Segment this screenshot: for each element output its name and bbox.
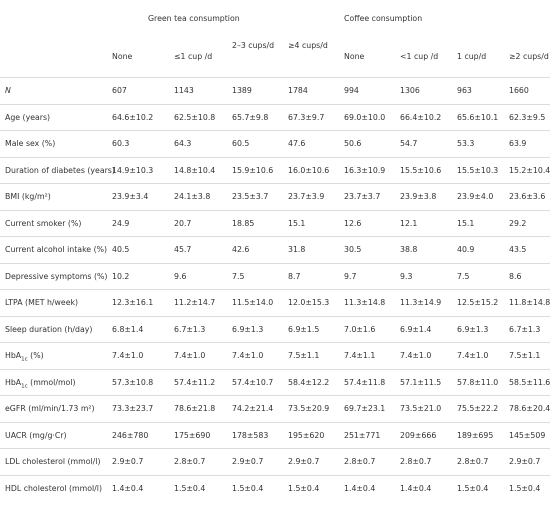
table-cell: 6.8±1.4 [112, 324, 144, 334]
table-cell: 1.5±0.4 [232, 483, 264, 493]
table-cell: 47.6 [288, 139, 306, 148]
table-cell: 2.8±0.7 [344, 457, 376, 466]
table-cell: 2.9±0.7 [112, 457, 144, 466]
row-label: N [5, 86, 11, 95]
column-header-row [0, 40, 550, 70]
table-cell: 15.1 [457, 218, 475, 228]
table-row [0, 210, 550, 238]
column-header: ≤1 cup /d [174, 52, 213, 61]
table-cell: 2.8±0.7 [174, 457, 206, 466]
table-row [0, 422, 550, 450]
table-cell: 251±771 [344, 430, 381, 440]
table-cell: 64.6±10.2 [112, 112, 154, 122]
table-cell: 1784 [288, 86, 308, 95]
table-cell: 1660 [509, 86, 529, 95]
table-cell: 24.1±3.8 [174, 192, 211, 201]
row-label: eGFR (ml/min/1.73 m²) [5, 404, 95, 413]
row-label: UACR (mg/g·Cr) [5, 430, 67, 440]
table-cell: 2.8±0.7 [400, 457, 432, 466]
table-cell: 11.8±14.8 [509, 298, 550, 307]
table-cell: 607 [112, 86, 127, 95]
row-label: Current smoker (%) [5, 218, 82, 228]
table-cell: 7.4±1.0 [457, 351, 489, 360]
row-label: Duration of diabetes (years) [5, 165, 115, 175]
table-cell: 45.7 [174, 245, 192, 254]
table-cell: 1389 [232, 86, 252, 95]
table-cell: 1.5±0.4 [174, 483, 206, 493]
table-cell: 67.3±9.7 [288, 112, 325, 122]
table-cell: 23.9±4.0 [457, 192, 494, 201]
row-label: LTPA (MET h/week) [5, 298, 79, 307]
table-cell: 31.8 [288, 245, 306, 254]
table-cell: 1.4±0.4 [112, 483, 144, 493]
table-cell: 12.5±15.2 [457, 298, 499, 307]
table-cell: 58.4±12.2 [288, 377, 330, 387]
table-row [0, 236, 550, 264]
table-cell: 6.9±1.5 [288, 324, 320, 334]
table-cell: 6.9±1.3 [457, 324, 489, 334]
table-cell: 73.5±21.0 [400, 404, 442, 413]
table-cell: 57.4±11.2 [174, 377, 216, 387]
table-cell: 2.9±0.7 [509, 457, 541, 466]
table-row [0, 130, 550, 158]
table-cell: 57.3±10.8 [112, 377, 154, 387]
table-cell: 23.9±3.4 [112, 192, 149, 201]
table-cell: 62.3±9.5 [509, 112, 546, 122]
table-row [0, 77, 550, 105]
table-cell: 60.3 [112, 139, 130, 148]
table-cell: 15.5±10.3 [457, 165, 499, 175]
table-cell: 30.5 [344, 245, 362, 254]
table-row [0, 395, 550, 423]
table-cell: 11.3±14.8 [344, 298, 386, 307]
table-cell: 66.4±10.2 [400, 112, 442, 122]
table-cell: 7.4±1.0 [174, 351, 206, 360]
table-cell: 1.5±0.4 [288, 483, 320, 493]
table-row [0, 475, 550, 503]
table-cell: 23.5±3.7 [232, 192, 269, 201]
row-label: Current alcohol intake (%) [5, 245, 108, 254]
table-cell: 14.8±10.4 [174, 165, 216, 175]
column-header: <1 cup /d [400, 52, 439, 61]
table-cell: 2.8±0.7 [457, 457, 489, 466]
row-label: LDL cholesterol (mmol/l) [5, 457, 101, 466]
table-cell: 9.3 [400, 271, 413, 281]
table-cell: 62.5±10.8 [174, 112, 216, 122]
table-row [0, 104, 550, 132]
table-cell: 175±690 [174, 430, 211, 440]
table-cell: 24.9 [112, 218, 130, 228]
table-cell: 994 [344, 86, 359, 95]
table-cell: 7.4±1.0 [400, 351, 432, 360]
table-row [0, 342, 550, 370]
table-cell: 63.9 [509, 139, 527, 148]
table-cell: 78.6±20.4 [509, 404, 550, 413]
table-cell: 7.4±1.0 [112, 351, 144, 360]
table-cell: 78.6±21.8 [174, 404, 216, 413]
table-row [0, 289, 550, 317]
group-header-row [0, 14, 550, 26]
table-cell: 20.7 [174, 218, 192, 228]
table-cell: 29.2 [509, 218, 527, 228]
table-cell: 69.7±23.1 [344, 404, 386, 413]
table-cell: 65.6±10.1 [457, 112, 499, 122]
row-label: HbA$_{1c}$ (mmol/mol) [5, 377, 76, 390]
table-cell: 178±583 [232, 430, 269, 440]
table-cell: 65.7±9.8 [232, 112, 269, 122]
table-cell: 73.3±23.7 [112, 404, 154, 413]
table-cell: 7.5±1.1 [288, 351, 320, 360]
table-cell: 11.5±14.0 [232, 298, 274, 307]
coffee-group-label: Coffee consumption [344, 14, 423, 23]
table-cell: 7.4±1.0 [232, 351, 264, 360]
table-cell: 1306 [400, 86, 420, 95]
table-cell: 209±666 [400, 430, 437, 440]
row-label: Male sex (%) [5, 139, 56, 148]
table-cell: 64.3 [174, 139, 192, 148]
table-cell: 57.4±11.8 [344, 377, 386, 387]
table-cell: 195±620 [288, 430, 325, 440]
table-row [0, 183, 550, 211]
row-label: HbA$_{1c}$ (%) [5, 351, 44, 363]
table-cell: 7.5 [457, 271, 470, 281]
row-label: Depressive symptoms (%) [5, 271, 108, 281]
table-cell: 1.4±0.4 [344, 483, 376, 493]
table-cell: 11.3±14.9 [400, 298, 442, 307]
table-cell: 74.2±21.4 [232, 404, 274, 413]
table-cell: 23.7±3.9 [288, 192, 325, 201]
column-header: 1 cup/d [457, 52, 487, 61]
table-row [0, 448, 550, 476]
table-cell: 2.9±0.7 [232, 457, 264, 466]
table-cell: 69.0±10.0 [344, 112, 386, 122]
column-header: ≥2 cups/d [509, 52, 549, 61]
table-cell: 23.6±3.6 [509, 192, 546, 201]
table-cell: 18.85 [232, 218, 255, 228]
table-cell: 1.5±0.4 [457, 483, 489, 493]
table-cell: 189±695 [457, 430, 494, 440]
table-cell: 12.0±15.3 [288, 298, 330, 307]
table-cell: 1.4±0.4 [400, 483, 432, 493]
table-cell: 9.6 [174, 271, 187, 281]
table-cell: 2.9±0.7 [288, 457, 320, 466]
table-cell: 12.3±16.1 [112, 298, 154, 307]
table-cell: 60.5 [232, 139, 250, 148]
table-cell: 1143 [174, 86, 194, 95]
column-header: None [112, 52, 133, 61]
table-cell: 54.7 [400, 139, 418, 148]
table-cell: 73.5±20.9 [288, 404, 330, 413]
column-header: ≥4 cups/d [288, 41, 328, 50]
table-row [0, 263, 550, 291]
table-cell: 145±509 [509, 430, 546, 440]
table-cell: 16.3±10.9 [344, 165, 386, 175]
table-cell: 38.8 [400, 245, 418, 254]
table-row [0, 369, 550, 397]
table-cell: 6.7±1.3 [509, 324, 541, 334]
table-cell: 6.9±1.3 [232, 324, 264, 334]
table-cell: 8.7 [288, 271, 301, 281]
table-cell: 7.0±1.6 [344, 324, 376, 334]
table-cell: 75.5±22.2 [457, 404, 499, 413]
table-cell: 15.2±10.4 [509, 165, 550, 175]
table-cell: 42.6 [232, 245, 250, 254]
table-cell: 10.2 [112, 271, 130, 281]
table-cell: 50.6 [344, 139, 362, 148]
table-cell: 6.7±1.3 [174, 324, 206, 334]
column-header: 2–3 cups/d [232, 41, 275, 50]
table-cell: 7.5 [232, 271, 245, 281]
table-cell: 15.5±10.6 [400, 165, 442, 175]
table-cell: 12.1 [400, 218, 418, 228]
row-label: HDL cholesterol (mmol/l) [5, 483, 103, 493]
table-cell: 7.5±1.1 [509, 351, 541, 360]
table-row [0, 316, 550, 344]
table-cell: 53.3 [457, 139, 475, 148]
table-cell: 1.5±0.4 [509, 483, 541, 493]
table-cell: 246±780 [112, 430, 149, 440]
row-label: Sleep duration (h/day) [5, 324, 93, 334]
table-cell: 15.9±10.6 [232, 165, 274, 175]
table-cell: 57.8±11.0 [457, 377, 499, 387]
table-cell: 57.1±11.5 [400, 377, 442, 387]
table-row [0, 157, 550, 185]
table-cell: 12.6 [344, 218, 362, 228]
table-cell: 8.6 [509, 271, 522, 281]
table-cell: 57.4±10.7 [232, 377, 274, 387]
table-cell: 7.4±1.1 [344, 351, 376, 360]
table-cell: 16.0±10.6 [288, 165, 330, 175]
column-header: None [344, 52, 365, 61]
table-cell: 23.7±3.7 [344, 192, 381, 201]
table-cell: 11.2±14.7 [174, 298, 216, 307]
table-cell: 58.5±11.6 [509, 377, 550, 387]
table-cell: 14.9±10.3 [112, 165, 154, 175]
table-cell: 963 [457, 86, 472, 95]
table-cell: 40.5 [112, 245, 130, 254]
table-cell: 23.9±3.8 [400, 192, 437, 201]
row-label: Age (years) [5, 112, 51, 122]
table-cell: 40.9 [457, 245, 475, 254]
row-label: BMI (kg/m²) [5, 192, 51, 201]
table-cell: 9.7 [344, 271, 357, 281]
table-cell: 15.1 [288, 218, 306, 228]
table-cell: 43.5 [509, 245, 527, 254]
table-cell: 6.9±1.4 [400, 324, 432, 334]
green-tea-group-label: Green tea consumption [148, 14, 240, 23]
